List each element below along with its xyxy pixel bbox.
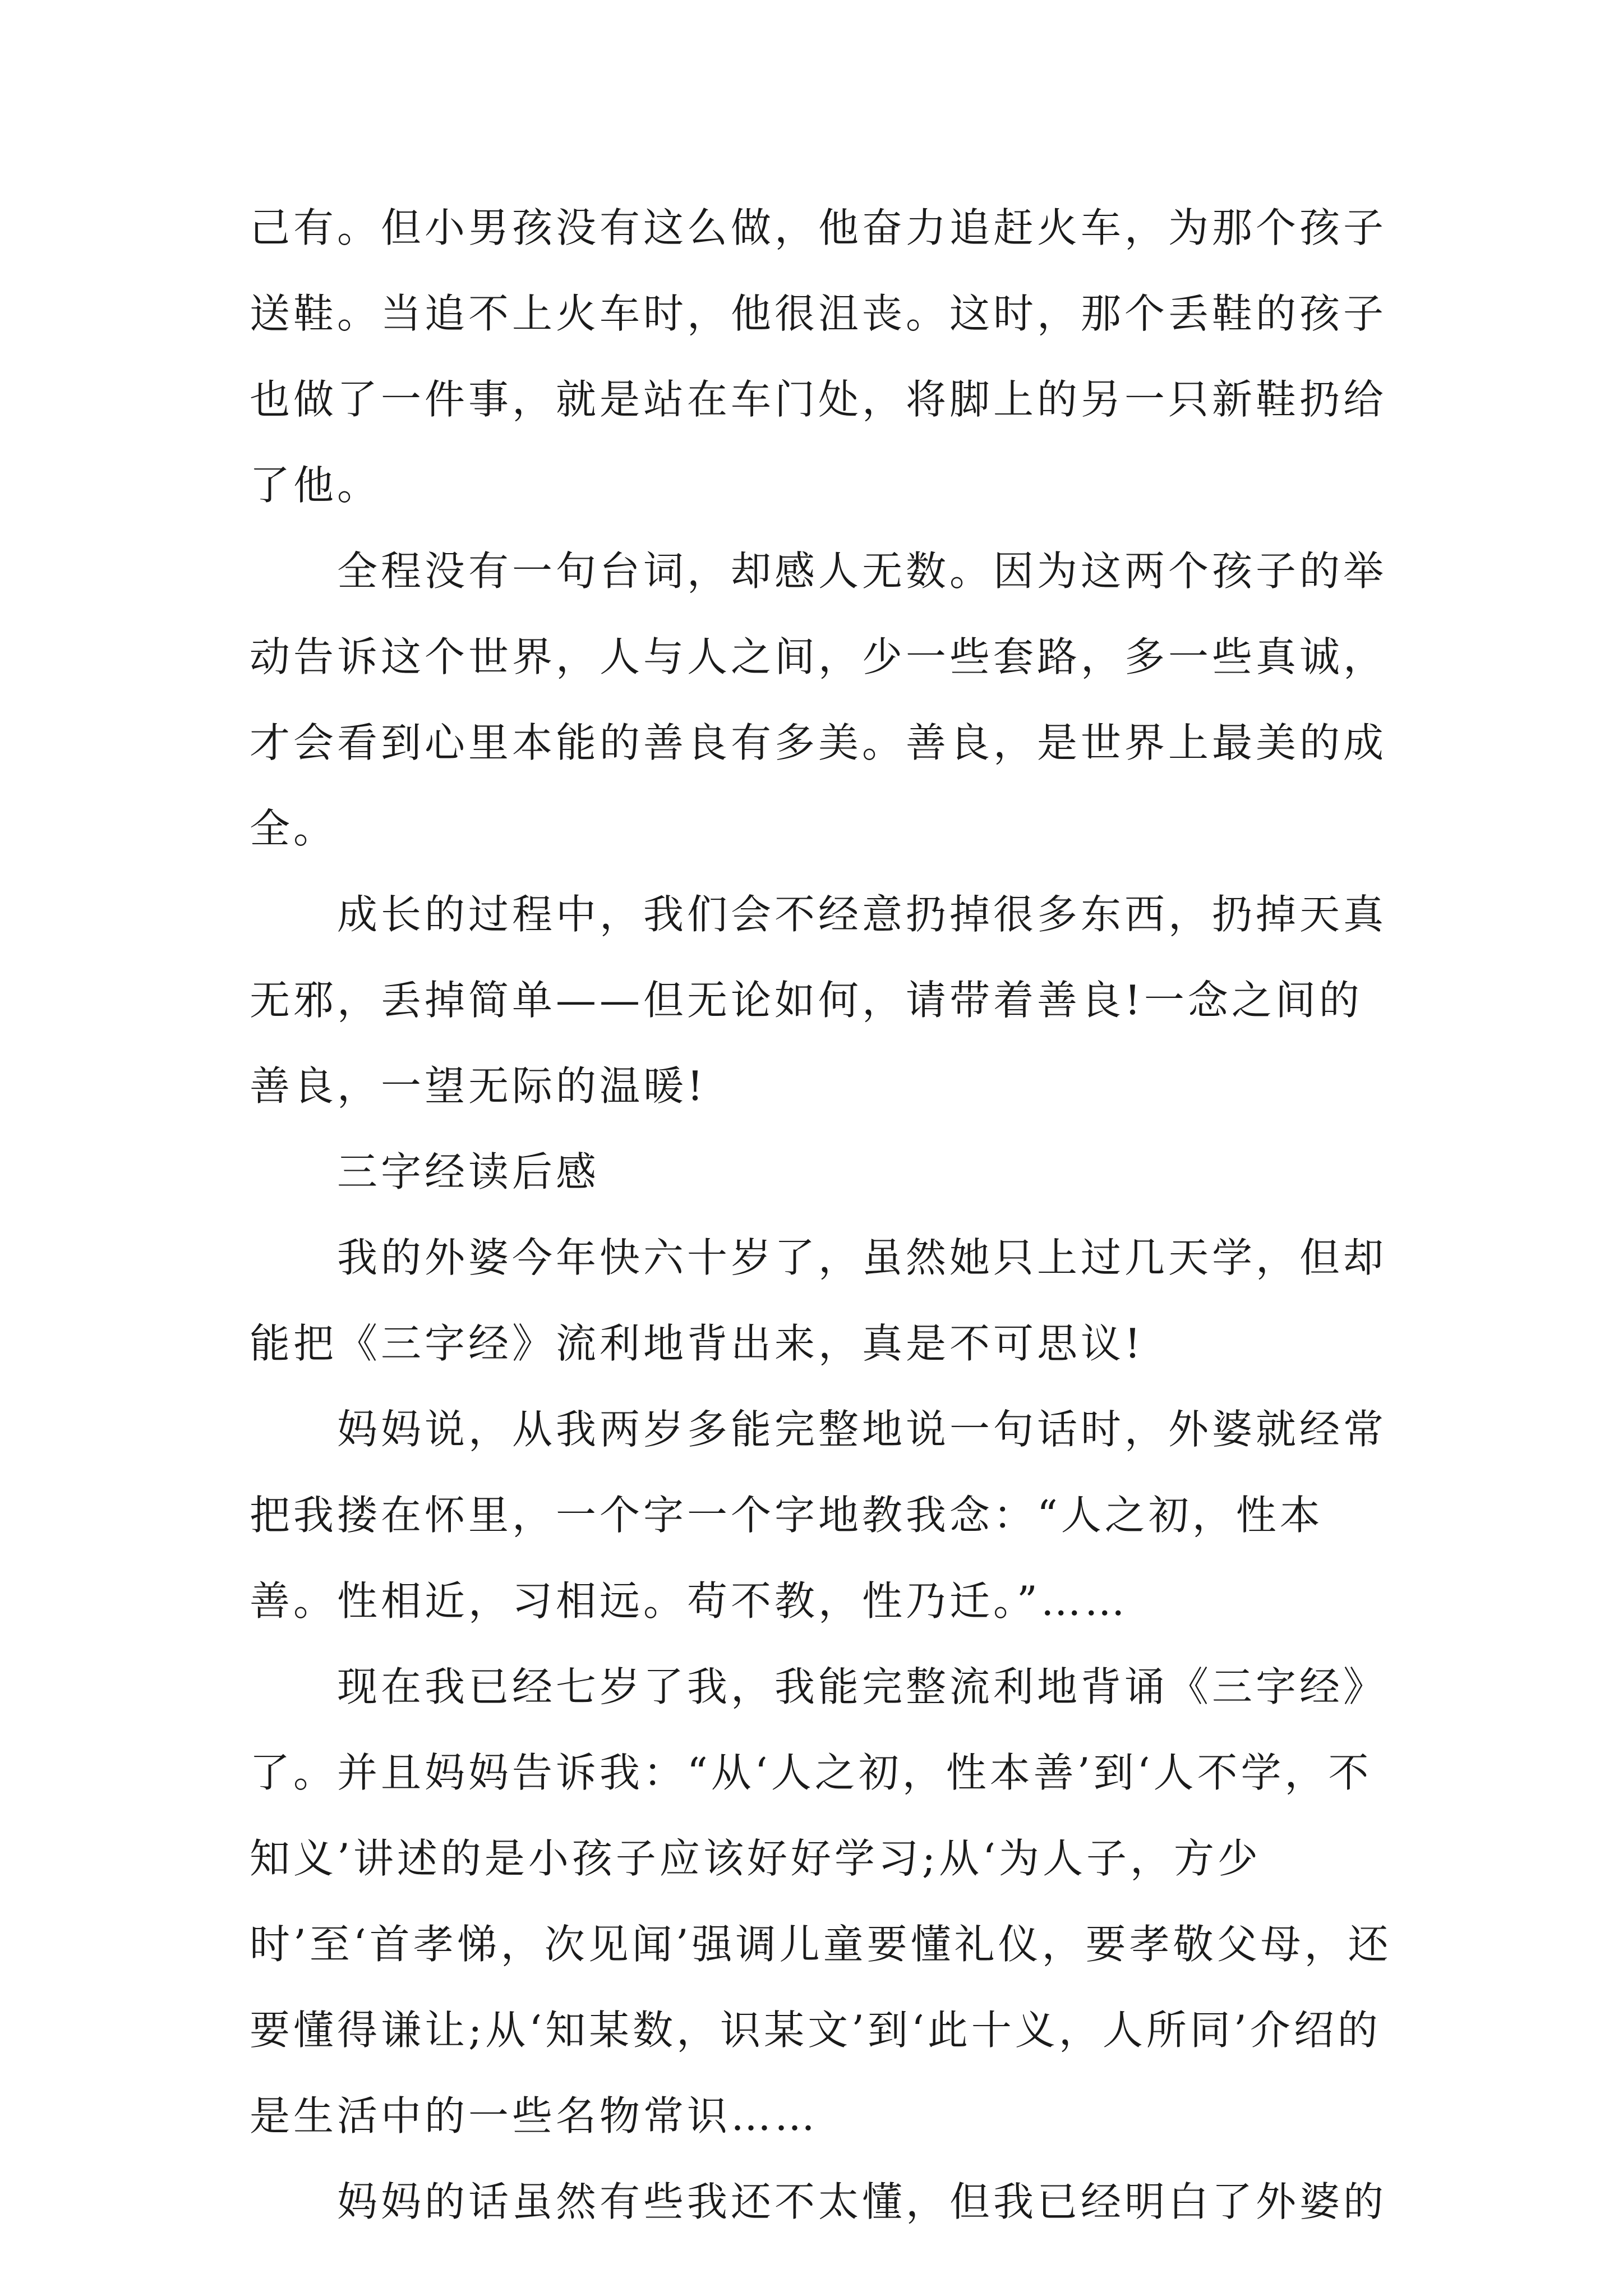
paragraph-1: 己有。但小男孩没有这么做，他奋力追赶火车，为那个孩子送鞋。当追不上火车时，他很沮丧。这时，那个丢鞋的孩子也做了一件事，就是站在车门处，将脚上的另一只新鞋扔给了他。 (250, 204, 1387, 509)
paragraph-5: 妈妈说，从我两岁多能完整地说一句话时，外婆就经常把我搂在怀里，一个字一个字地教我念：“人之初，性本善。性相近，习相远。苟不教，性乃迁。”…… (250, 1406, 1387, 1625)
paragraph-2: 全程没有一句台词，却感人无数。因为这两个孩子的举动告诉这个世界，人与人之间，少一些套路，多一些真诚，才会看到心里本能的善良有多美。善良，是世界上最美的成全。 (250, 547, 1387, 852)
paragraph-3: 成长的过程中，我们会不经意扔掉很多东西，扔掉天真无邪，丢掉简单——但无论如何，请带着善良!一念之间的善良，一望无际的温暖! (250, 891, 1387, 1110)
paragraph-4: 我的外婆今年快六十岁了，虽然她只上过几天学，但却能把《三字经》流利地背出来，真是不可思议! (250, 1234, 1387, 1367)
paragraph-7: 妈妈的话虽然有些我还不太懂，但我已经明白了外婆的 (337, 2178, 1387, 2225)
section-title: 三字经读后感 (337, 1148, 600, 1195)
body-text (250, 185, 1399, 2245)
paragraph-6: 现在我已经七岁了我，我能完整流利地背诵《三字经》了。并且妈妈告诉我：“从‘人之初，性本善’到‘人不学，不知义’讲述的是小孩子应该好好学习;从‘为人子，方少时’至‘首孝悌，次见闻’强调儿童要懂礼仪，要孝敬父母，还要懂得谦让;从‘知某数，识某文’到‘此十义，人所同’介绍的是生活中的一些名物常识…… (250, 1663, 1392, 2139)
